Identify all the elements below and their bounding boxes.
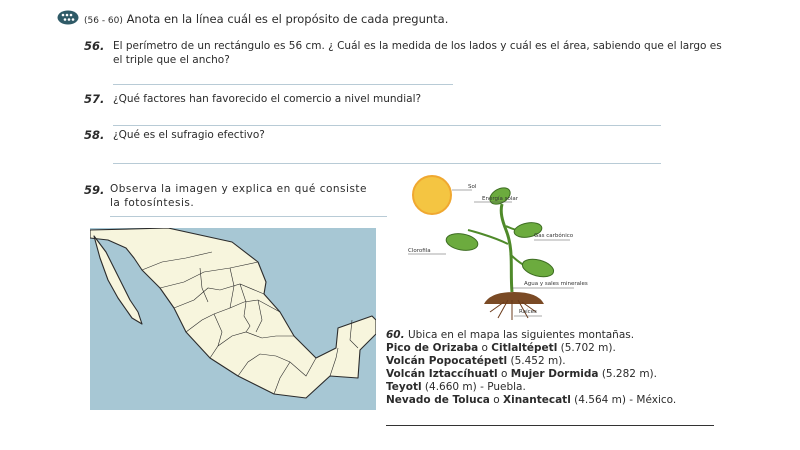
mountain-item: Pico de Orizaba o Citlaltépetl (5.702 m).	[386, 342, 616, 354]
question-text-56: El perímetro de un rectángulo es 56 cm. ¿ Cuál es la medida de los lados y cuál es el área, sabiendo que el largo es el triple que el ancho?	[113, 40, 722, 66]
sun-icon	[413, 176, 451, 214]
question-range: (56 - 60)	[84, 16, 123, 26]
answer-line-56[interactable]	[113, 84, 453, 85]
label-energia-solar: Energía solar	[482, 196, 519, 202]
label-gas-carbonico: Gas carbónico	[534, 233, 574, 239]
label-sol: Sol	[468, 184, 477, 190]
photosynthesis-diagram	[402, 172, 592, 324]
instruction-text: Anota en la línea cuál es el propósito de cada pregunta.	[126, 12, 449, 26]
question-number-58: 58.	[84, 128, 105, 142]
mountain-item: Teyotl (4.660 m) - Puebla.	[386, 381, 526, 393]
mexico-map	[90, 228, 376, 410]
label-agua-sales: Agua y sales minerales	[524, 281, 588, 287]
answer-line-58[interactable]	[113, 163, 661, 164]
answer-line-60[interactable]	[386, 425, 714, 426]
question-number-59: 59.	[84, 183, 105, 197]
mountain-item: Nevado de Toluca o Xinantecatl (4.564 m) - México.	[386, 394, 677, 406]
question-number-60: 60.	[386, 329, 405, 341]
section-instruction	[84, 12, 448, 26]
section-icon	[57, 10, 79, 25]
question-text-57: ¿Qué factores han favorecido el comercio a nivel mundial?	[113, 93, 422, 105]
question-number-56: 56.	[84, 39, 105, 53]
question-text-59: Observa la imagen y explica en qué consiste la fotosíntesis.	[110, 183, 367, 209]
answer-line-59[interactable]	[110, 216, 387, 217]
label-raices: Raíces	[519, 309, 537, 315]
question-60	[386, 329, 786, 407]
mountain-item: Volcán Iztaccíhuatl o Mujer Dormida (5.282 m).	[386, 368, 657, 380]
question-number-57: 57.	[84, 92, 105, 106]
label-clorofila: Clorofila	[408, 248, 431, 254]
question-text-58: ¿Qué es el sufragio efectivo?	[113, 129, 265, 141]
question-text-60: Ubica en el mapa las siguientes montañas.	[407, 329, 635, 341]
mountain-item: Volcán Popocatépetl (5.452 m).	[386, 355, 566, 367]
answer-line-57[interactable]	[113, 125, 661, 126]
question-60-intro	[386, 329, 786, 342]
